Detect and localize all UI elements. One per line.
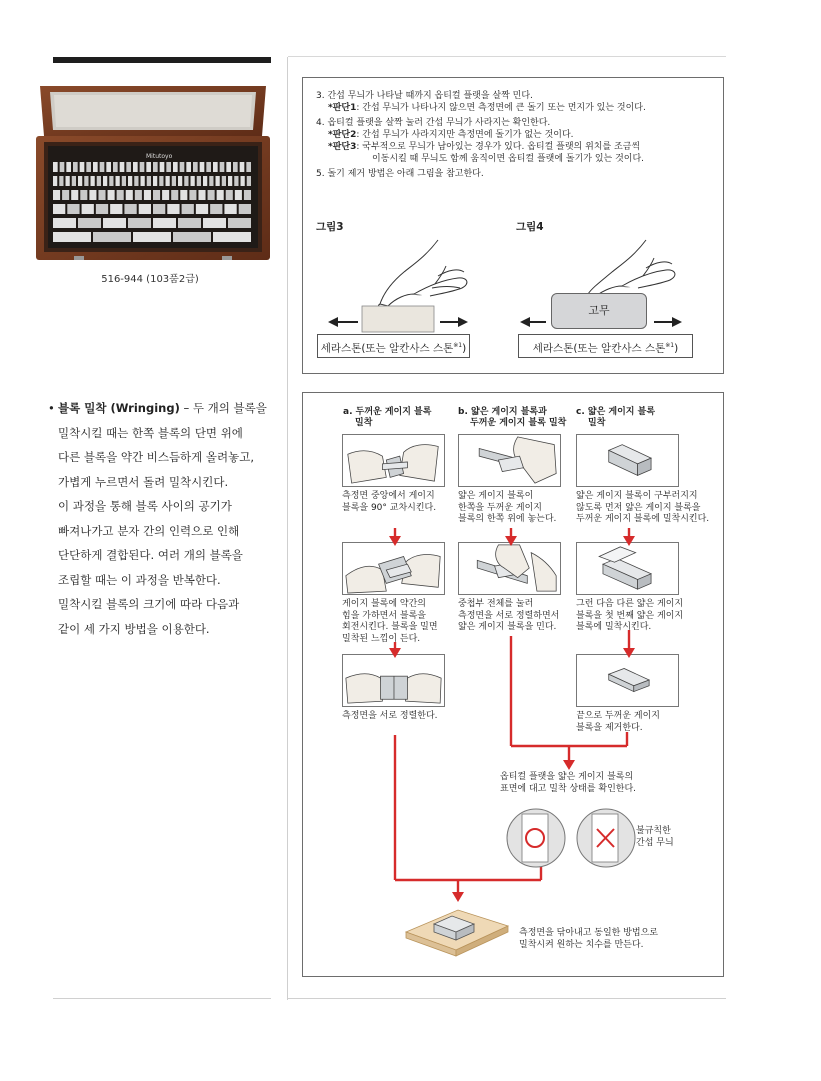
gauge-block-slot: [128, 218, 151, 228]
column-a-title: a. 두꺼운 게이지 블록 밀착: [343, 407, 432, 428]
gauge-block-slot: [191, 176, 195, 186]
gauge-block-slot: [203, 176, 207, 186]
judgement-3-cont: 이동시킬 때 무늬도 함께 움직이면 옵티컬 플랫에 돌기가 있는 것이다.: [372, 154, 645, 164]
column-b-title: b. 얇은 게이지 블록과 두꺼운 게이지 블록 밀착: [458, 407, 567, 428]
gauge-block-slot: [110, 204, 122, 214]
gauge-block-slot: [53, 162, 58, 172]
gauge-block-slot: [153, 190, 160, 200]
gauge-block-slot: [206, 162, 211, 172]
gauge-block-slot: [167, 204, 179, 214]
gauge-block-slot: [162, 190, 169, 200]
gauge-block-slot: [53, 232, 91, 242]
gauge-block-slot: [178, 176, 182, 186]
gauge-block-slot: [166, 176, 170, 186]
gauge-block-slot: [106, 162, 111, 172]
rubber-block: 고무: [551, 293, 647, 329]
gauge-block-slot: [72, 176, 76, 186]
gauge-block-slot: [89, 190, 96, 200]
step-a3-text: 측정면을 서로 정렬한다.: [342, 711, 438, 721]
step-5: 5. 돌기 제거 방법은 아래 그림을 참고한다.: [316, 169, 484, 179]
step-list: [316, 90, 716, 180]
bullet-line: 가볍게 누르면서 돌려 밀착시킨다.: [58, 474, 229, 489]
gauge-block-slot: [197, 176, 201, 186]
gauge-block-slot: [80, 162, 85, 172]
gauge-block-slot: [166, 162, 171, 172]
gauge-block-slot: [133, 232, 171, 242]
gauge-block-slot: [147, 176, 151, 186]
step-c3-text: 끝으로 두꺼운 게이지 블록을 제거한다.: [576, 711, 660, 733]
bottom-rule-right: [288, 998, 726, 999]
interference-check-circles: [506, 806, 642, 870]
bullet-line: 다른 블록을 약간 비스듬하게 올려놓고,: [58, 450, 255, 464]
section-top-bar: [53, 57, 271, 63]
gauge-block-slot: [98, 190, 105, 200]
gauge-block-slot: [116, 176, 120, 186]
bullet-title: 블록 밀착 (Wringing): [58, 401, 180, 415]
gauge-block-slot: [126, 190, 133, 200]
gauge-block-slot: [109, 176, 113, 186]
wringing-description: [48, 396, 280, 641]
bottom-rule-left: [53, 998, 271, 999]
gauge-block-slot: [239, 204, 251, 214]
step-c2-text: 그런 다음 다른 얇은 게이지 블록을 첫 번째 얇은 게이지 블록에 밀착시킨다.: [576, 599, 684, 632]
gauge-block-slot: [93, 162, 98, 172]
case-caption: 516-944 (103품2급): [101, 274, 199, 285]
gauge-block-slot: [217, 190, 224, 200]
gauge-block-slot: [189, 190, 196, 200]
irregular-fringe-label: 불규칙한 간섭 무늬: [636, 826, 674, 848]
gauge-block-slot: [82, 204, 94, 214]
gauge-block-slot: [153, 204, 165, 214]
final-stack-image: [402, 898, 512, 958]
gauge-block-slot: [182, 204, 194, 214]
gauge-block-slot: [84, 176, 88, 186]
gauge-block-slot: [153, 176, 157, 186]
bullet-line: 단단하게 결합된다. 여러 개의 블록을: [58, 548, 243, 562]
bullet-dot: •: [48, 401, 55, 415]
bullet-line: – 두 개의 블록을: [179, 401, 267, 415]
flow-arrows: [302, 392, 724, 977]
gauge-block-slot: [196, 204, 208, 214]
optical-flat-check-text: 옵티컬 플랫을 얇은 게이지 블록의 표면에 대고 밀착 상태를 확인한다.: [500, 772, 637, 794]
gauge-block-slot: [186, 162, 191, 172]
gauge-block-slot: [124, 204, 136, 214]
gauge-block-slot: [144, 190, 151, 200]
gauge-block-slot: [122, 176, 126, 186]
step-a1-text: 측정면 중앙에서 게이지 블록을 90° 교차시킨다.: [342, 491, 437, 513]
stone-label-fig3: 세라스톤(또는 알칸사스 스톤$^{※1}$): [317, 334, 470, 358]
column-c-title: c. 얇은 게이지 블록 밀착: [576, 407, 656, 428]
gauge-block-slot: [103, 218, 126, 228]
gauge-block-slot: [198, 190, 205, 200]
gauge-block-slot: [96, 204, 108, 214]
column-divider: [287, 57, 288, 1000]
gauge-block-slot: [200, 162, 205, 172]
gauge-block-slot: [172, 176, 176, 186]
gauge-block-slot: [66, 176, 70, 186]
bullet-line: 빠져나가고 분자 간의 인력으로 인해: [58, 523, 240, 538]
gauge-block-slot: [108, 190, 115, 200]
gauge-block-slot: [228, 176, 232, 186]
gauge-block-slot: [208, 190, 215, 200]
gauge-block-slot: [78, 176, 82, 186]
gauge-block-slot: [100, 162, 105, 172]
gauge-block-slot: [140, 162, 145, 172]
gauge-block-slot: [178, 218, 201, 228]
figure-3-title: 그림3: [316, 221, 344, 233]
stone-label-fig4: 세라스톤(또는 알칸사스 스톤$^{※1}$): [518, 334, 693, 358]
gauge-block-slot: [80, 190, 87, 200]
bullet-line: 같이 세 가지 방법을 이용한다.: [58, 621, 210, 636]
gauge-block-slot: [133, 162, 138, 172]
gauge-block-slot: [53, 190, 60, 200]
figure-4-title: 그림4: [516, 221, 544, 233]
gauge-block-slot: [180, 190, 187, 200]
gauge-block-slot: [173, 162, 178, 172]
judgement-1: *판단1: 간섭 무늬가 나타나지 않으면 측정면에 큰 돌기 또는 먼지가 있는 것이다.: [328, 103, 646, 113]
top-rule: [288, 56, 726, 57]
gauge-block-slot: [67, 204, 79, 214]
gauge-block-slot: [66, 162, 71, 172]
gauge-block-slot: [53, 204, 65, 214]
svg-text:Mitutoyo: Mitutoyo: [146, 153, 173, 160]
gauge-block-slot: [234, 176, 238, 186]
gauge-block-slot: [247, 176, 251, 186]
gauge-block-slot: [141, 176, 145, 186]
gauge-block-slot: [226, 162, 231, 172]
gauge-block-slot: [222, 176, 226, 186]
gauge-block-case-image: [34, 84, 272, 262]
gauge-block-slot: [120, 162, 125, 172]
gauge-block-slot: [246, 162, 251, 172]
step-b1-text: 얇은 게이지 블록이 한쪽을 두꺼운 게이지 블록의 한쪽 위에 놓는다.: [458, 491, 557, 524]
gauge-block-slot: [153, 218, 176, 228]
bullet-line: 조립할 때는 이 과정을 반복한다.: [58, 572, 221, 587]
gauge-block-slot: [241, 176, 245, 186]
step-b2-text: 중첩부 전체를 눌러 측정면을 서로 정렬하면서 얇은 게이지 블록을 민다.: [458, 599, 560, 632]
gauge-block-slot: [228, 218, 251, 228]
gauge-block-slot: [103, 176, 107, 186]
gauge-block-slot: [224, 204, 236, 214]
gauge-block-slot: [135, 190, 142, 200]
gauge-block-slot: [71, 190, 78, 200]
step-a2-text: 게이지 블록에 약간의 힘을 가하면서 블록을 회전시킨다. 블록을 밀면 밀착된 느낌이 든다.: [342, 599, 438, 644]
gauge-block-slot: [184, 176, 188, 186]
step-4: 4. 옵티컬 플랫을 살짝 눌러 간섭 무늬가 사라지는 확인한다.: [316, 118, 551, 128]
gauge-block-slot: [53, 218, 76, 228]
gauge-block-slot: [240, 162, 245, 172]
gauge-block-slot: [180, 162, 185, 172]
gauge-block-slot: [173, 232, 211, 242]
bullet-line: 밀착시킬 때는 한쪽 블록의 단면 위에: [58, 425, 243, 440]
judgement-2: *판단2: 간섭 무늬가 사라지지만 측정면에 돌기가 없는 것이다.: [328, 130, 574, 140]
gauge-block-slot: [153, 162, 158, 172]
gauge-block-slot: [117, 190, 124, 200]
gauge-block-slot: [213, 232, 251, 242]
gauge-block-slot: [62, 190, 69, 200]
gauge-block-slot: [113, 162, 118, 172]
gauge-block-slot: [59, 176, 63, 186]
final-step-text: 측정면을 닦아내고 동일한 방법으로 밀착시켜 원하는 치수를 만든다.: [519, 928, 658, 950]
gauge-block-slot: [216, 176, 220, 186]
gauge-block-slot: [171, 190, 178, 200]
bullet-line: 이 과정을 통해 블록 사이의 공기가: [58, 499, 232, 513]
gauge-block-slot: [126, 162, 131, 172]
gauge-block-slot: [220, 162, 225, 172]
gauge-block-slot: [60, 162, 65, 172]
gauge-block-slot: [78, 218, 101, 228]
gauge-block-slot: [134, 176, 138, 186]
gauge-block-slot: [53, 176, 57, 186]
gauge-block-slot: [235, 190, 242, 200]
gauge-block-slot: [97, 176, 101, 186]
gauge-block-slot: [160, 162, 165, 172]
figure-3-hand-illustration: [318, 236, 498, 336]
gauge-block-slot: [244, 190, 251, 200]
gauge-block-slot: [86, 162, 91, 172]
gauge-block-slot: [73, 162, 78, 172]
gauge-block-slot: [159, 176, 163, 186]
gauge-block-slot: [203, 218, 226, 228]
gauge-block-slot: [146, 162, 151, 172]
gauge-block-slot: [209, 176, 213, 186]
gauge-block-slot: [193, 162, 198, 172]
gauge-block-slot: [226, 190, 233, 200]
gauge-block-slot: [91, 176, 95, 186]
judgement-3: *판단3: 국부적으로 무늬가 남아있는 경우가 있다. 옵티컬 플랫의 위치를 조금씩: [328, 142, 641, 152]
step-3: 3. 간섭 무늬가 나타날 때까지 옵티컬 플랫을 살짝 민다.: [316, 91, 533, 101]
gauge-block-slot: [213, 162, 218, 172]
gauge-block-slot: [93, 232, 131, 242]
step-c1-text: 얇은 게이지 블록이 구부러지지 않도록 먼저 얇은 게이지 블록을 두꺼운 게이지 블록에 밀착시킨다.: [576, 491, 710, 524]
gauge-block-slot: [139, 204, 151, 214]
gauge-block-slot: [128, 176, 132, 186]
gauge-block-slot: [233, 162, 238, 172]
bullet-line: 밀착시킬 블록의 크기에 따라 다음과: [58, 597, 240, 611]
gauge-block-slot: [210, 204, 222, 214]
